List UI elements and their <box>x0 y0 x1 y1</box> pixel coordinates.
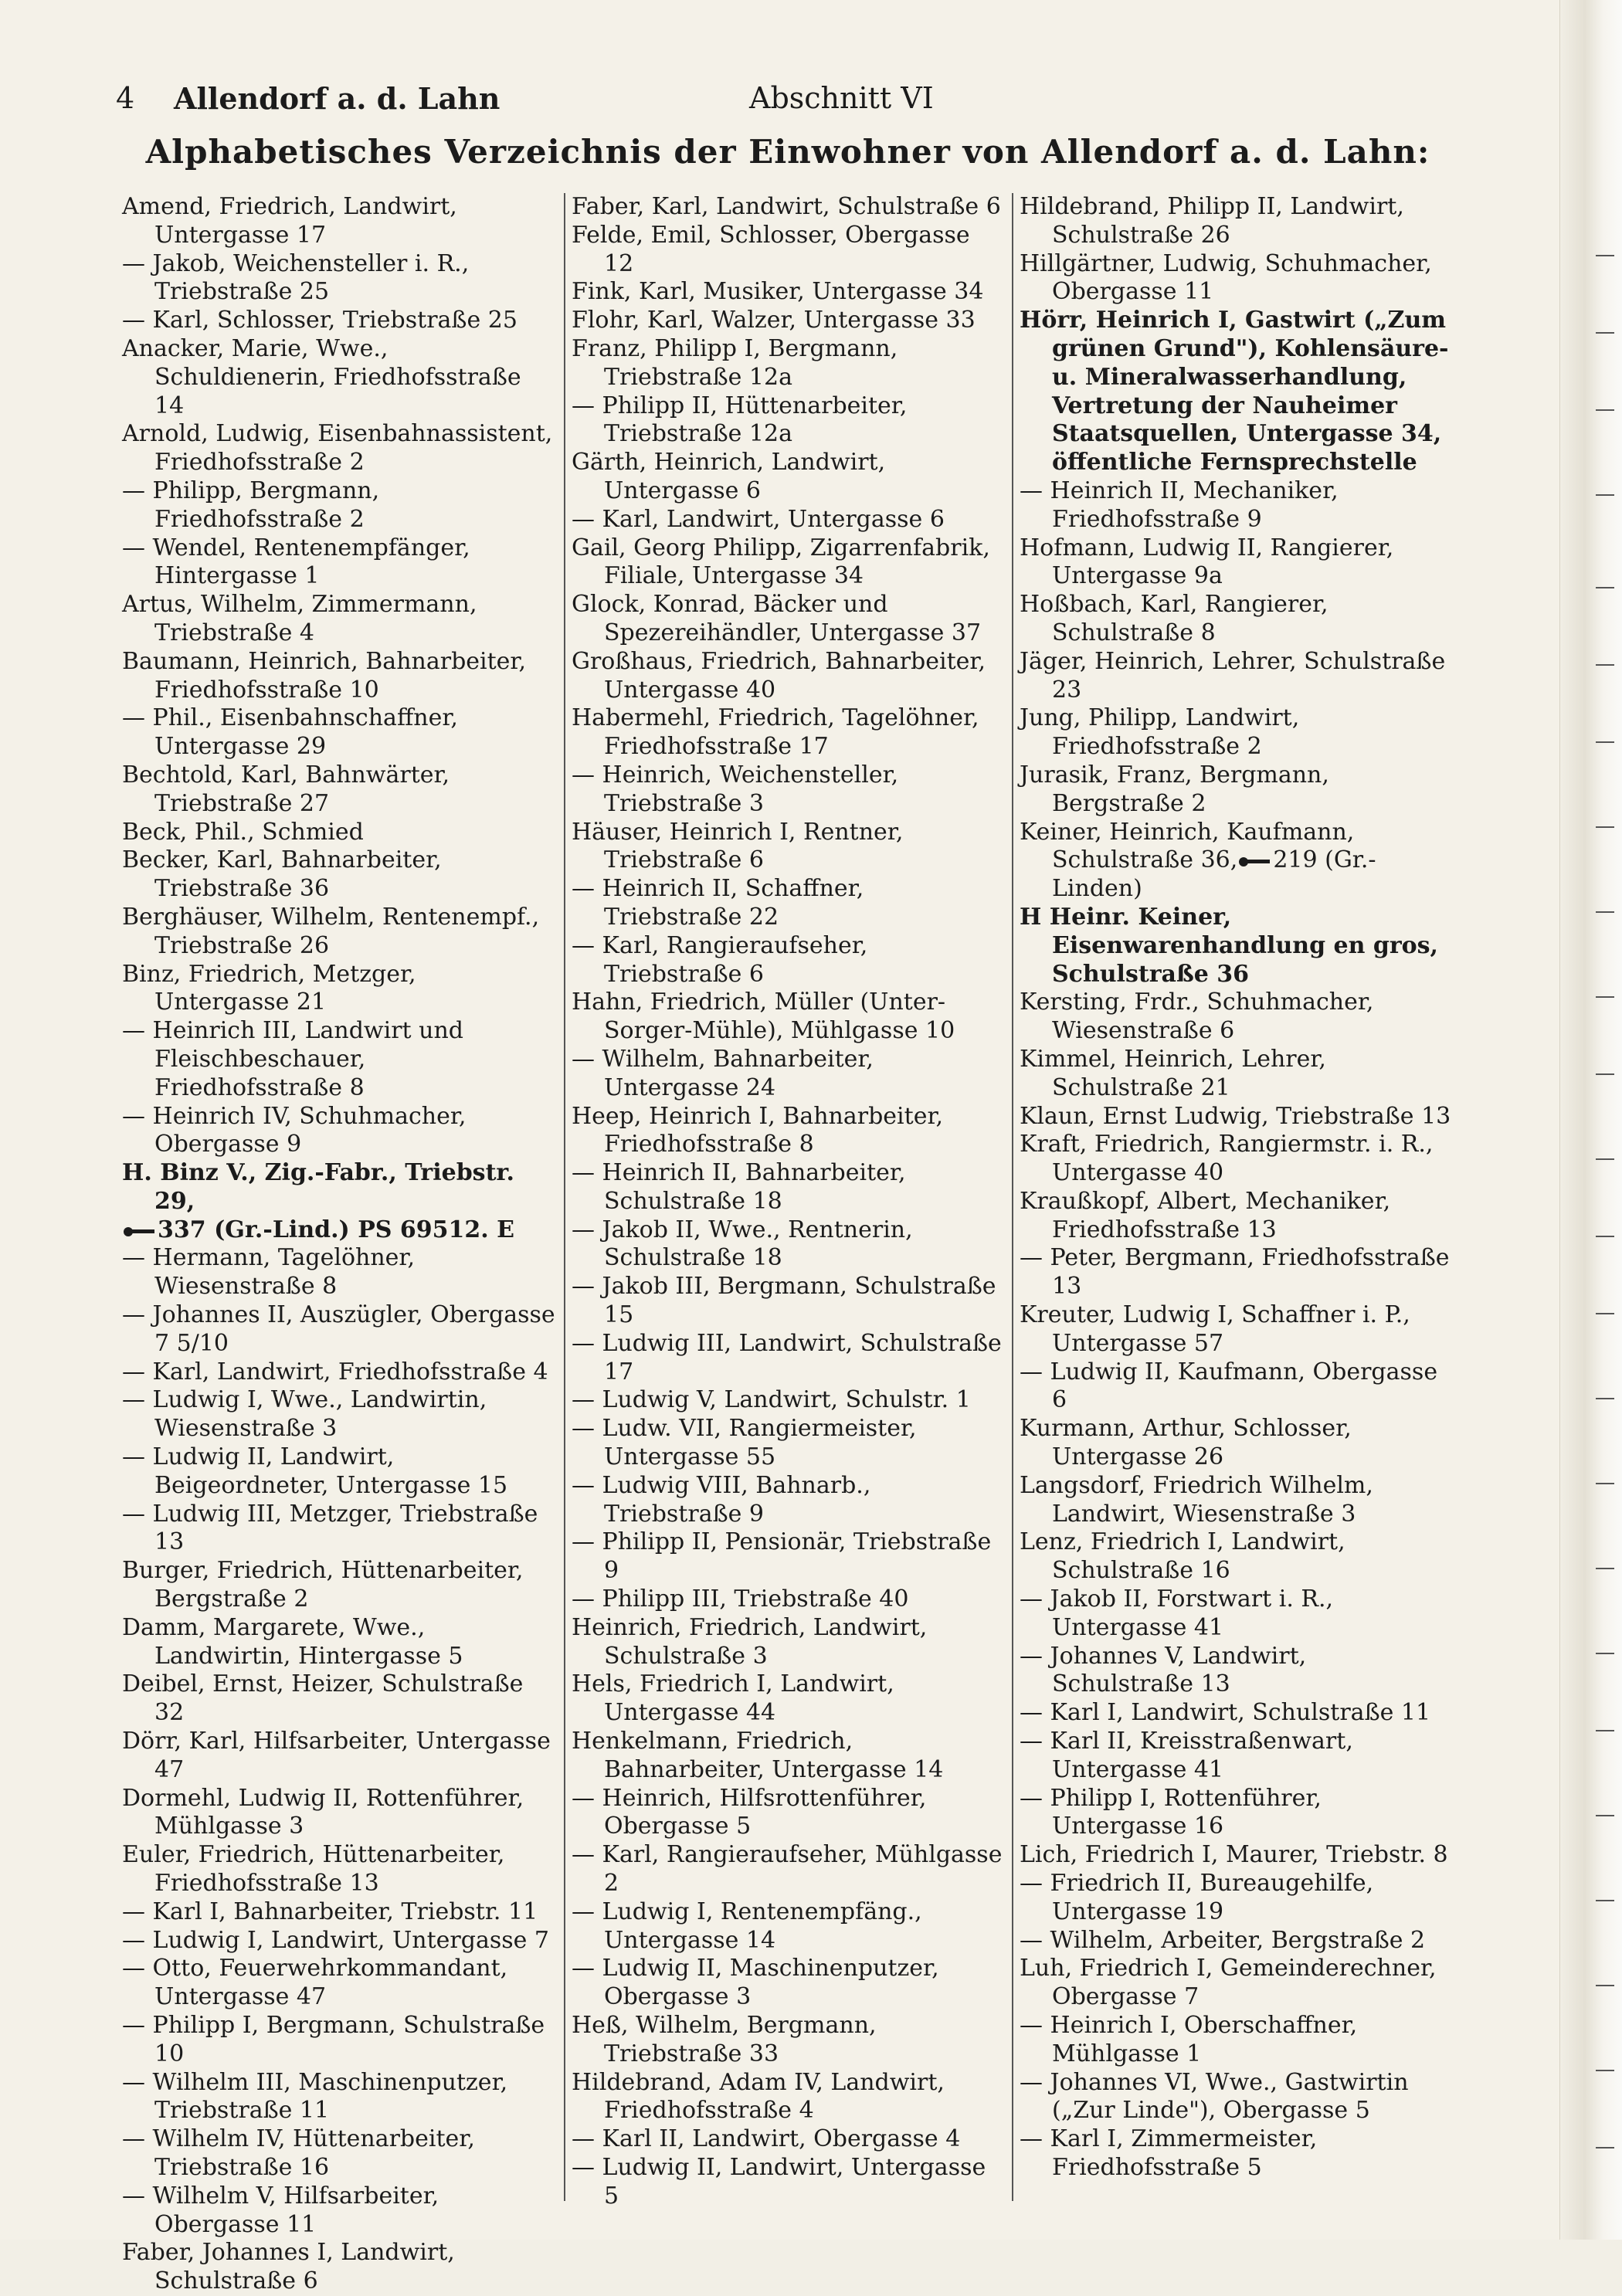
directory-entry <box>1020 2125 1454 2182</box>
entry-text: Faber, Johannes I, Landwirt, Schulstraße 6 <box>122 2239 455 2295</box>
entry-text: — Hermann, Tagelöhner, Wiesenstraße 8 <box>122 1244 415 1301</box>
entry-text: Kersting, Frdr., Schuhmacher, Wiesenstraße 6 <box>1020 989 1374 1045</box>
edge-rule <box>1596 332 1614 334</box>
entry-text: — Karl I, Bahnarbeiter, Triebstr. 11 <box>122 1898 538 1925</box>
directory-entry <box>572 761 1006 819</box>
entry-text: Heinrich, Friedrich, Landwirt, Schulstraße 3 <box>572 1613 928 1670</box>
directory-entry <box>1020 477 1454 534</box>
entry-text: — Johannes II, Auszügler, Obergasse 7 5/10 <box>122 1301 555 1357</box>
directory-entry <box>122 1244 558 1301</box>
directory-entry <box>1020 1415 1454 1472</box>
entry-text: Lenz, Friedrich I, Landwirt, Schulstraße 16 <box>1020 1528 1345 1585</box>
edge-rule <box>1596 1483 1614 1484</box>
entry-text: — Johannes VI, Wwe., Gastwirtin („Zur Linde"), Obergasse 5 <box>1020 2068 1409 2125</box>
entry-text: Luh, Friedrich I, Gemeinderechner, Obergasse 7 <box>1020 1955 1437 2011</box>
directory-entry <box>122 648 558 705</box>
directory-entry <box>572 2012 1006 2069</box>
directory-entry <box>572 1955 1006 2012</box>
adjacent-page-edge <box>1559 0 1622 2240</box>
entry-text: — Peter, Bergmann, Friedhofsstraße 13 <box>1020 1244 1450 1301</box>
entry-text: — Karl, Rangieraufseher, Mühlgasse 2 <box>572 1841 1003 1898</box>
entry-text: — Ludwig II, Maschinenputzer, Obergasse 3 <box>572 1955 939 2011</box>
edge-rule <box>1596 1653 1614 1654</box>
directory-entry <box>122 846 558 904</box>
entry-text: Becker, Karl, Bahnarbeiter, Triebstraße 36 <box>122 846 442 903</box>
entry-text: — Johannes V, Landwirt, Schulstraße 13 <box>1020 1642 1307 1698</box>
directory-entry <box>572 2125 1006 2154</box>
directory-entry <box>122 819 558 847</box>
directory-entry <box>572 1670 1006 1728</box>
directory-entry <box>122 1841 558 1898</box>
directory-entry <box>122 1216 558 1245</box>
entry-text: Kreuter, Ludwig I, Schaffner i. P., Untergasse 57 <box>1020 1301 1410 1357</box>
directory-entry <box>1020 1955 1454 2012</box>
entry-text: Hoßbach, Karl, Rangierer, Schulstraße 8 <box>1020 591 1328 646</box>
edge-rule <box>1596 1398 1614 1399</box>
entry-text: Baumann, Heinrich, Bahnarbeiter, Friedhofsstraße 10 <box>122 647 527 704</box>
entry-text: Hahn, Friedrich, Müller (Unter-Sorger-Mühle), Mühlgasse 10 <box>572 989 955 1045</box>
directory-entry <box>122 250 558 307</box>
directory-entry <box>122 1898 558 1927</box>
directory-entry <box>122 1443 558 1501</box>
entry-text: Hörr, Heinrich I, Gastwirt („Zum grünen Grund"), Kohlensäure- u. Mineralwasserhandlung, Vertretung der Nauheimer Staatsquellen, Untergasse 34, öffentliche Fernsprechstelle <box>1020 307 1449 476</box>
directory-column-1 <box>116 193 564 2295</box>
page-header <box>116 81 1429 127</box>
directory-entry <box>572 1415 1006 1472</box>
entry-text: — Karl I, Landwirt, Schulstraße 11 <box>1020 1699 1431 1727</box>
entry-text: Euler, Friedrich, Hüttenarbeiter, Friedhofsstraße 13 <box>122 1841 505 1898</box>
telephone-icon <box>124 1225 154 1237</box>
directory-entry <box>1020 1699 1454 1728</box>
directory-entry <box>572 989 1006 1046</box>
edge-rule <box>1596 2147 1614 2148</box>
directory-entry <box>572 932 1006 989</box>
directory-entry <box>122 761 558 819</box>
directory-entry <box>122 2069 558 2126</box>
entry-text: — Karl, Landwirt, Untergasse 6 <box>572 505 945 533</box>
directory-entry <box>572 704 1006 761</box>
directory-entry <box>122 1501 558 1558</box>
entry-text: — Heinrich, Weichensteller, Triebstraße 3 <box>572 761 899 817</box>
entry-text: Franz, Philipp I, Bergmann, Triebstraße 12a <box>572 334 898 391</box>
directory-entry <box>122 1927 558 1955</box>
entry-text: — Jakob, Weichensteller i. R., Triebstraße 25 <box>122 249 470 306</box>
directory-entry <box>572 278 1006 307</box>
entry-text: Bechtold, Karl, Bahnwärter, Triebstraße 27 <box>122 761 450 817</box>
directory-entry <box>1020 704 1454 761</box>
entry-phone: 219 (Gr.-Linden) <box>1052 846 1376 903</box>
directory-entry <box>572 335 1006 392</box>
entry-text: Heß, Wilhelm, Bergmann, Triebstraße 33 <box>572 2012 877 2067</box>
entry-text: — Heinrich IV, Schuhmacher, Obergasse 9 <box>122 1102 467 1158</box>
entry-text: Faber, Karl, Landwirt, Schulstraße 6 <box>572 193 1001 220</box>
directory-entry <box>122 534 558 592</box>
directory-column-3 <box>1012 193 1460 2201</box>
page-number: 4 <box>116 81 135 115</box>
directory-entry <box>572 449 1006 506</box>
directory-entry <box>572 193 1006 222</box>
directory-entry <box>1020 1870 1454 1927</box>
entry-text: — Ludwig III, Landwirt, Schulstraße 17 <box>572 1329 1002 1385</box>
edge-rule <box>1596 826 1614 828</box>
entry-text: Berghäuser, Wilhelm, Rentenempf., Triebstraße 26 <box>122 903 540 959</box>
directory-entry <box>1020 2012 1454 2069</box>
directory-entry <box>1020 2069 1454 2126</box>
entry-text: Binz, Friedrich, Metzger, Untergasse 21 <box>122 960 416 1016</box>
directory-entry <box>572 506 1006 534</box>
directory-entry <box>1020 1643 1454 1700</box>
entry-text: — Heinrich II, Mechaniker, Friedhofsstraße 9 <box>1020 476 1339 533</box>
entry-text: — Philipp II, Hüttenarbeiter, Triebstraße 12a <box>572 392 908 448</box>
directory-entry <box>572 648 1006 705</box>
entry-text: 337 (Gr.-Lind.) PS 69512. E <box>158 1216 514 1243</box>
directory-entry <box>122 1785 558 1842</box>
entry-text: Deibel, Ernst, Heizer, Schulstraße 32 <box>122 1670 524 1727</box>
entry-text: Flohr, Karl, Walzer, Untergasse 33 <box>572 307 976 334</box>
directory-entry <box>1020 648 1454 705</box>
entry-text: Klaun, Ernst Ludwig, Triebstraße 13 <box>1020 1102 1451 1130</box>
entry-text: Dörr, Karl, Hilfsarbeiter, Untergasse 47 <box>122 1728 551 1783</box>
entry-text: — Otto, Feuerwehrkommandant, Untergasse 47 <box>122 1955 508 2011</box>
entry-text: — Philipp I, Rottenführer, Untergasse 16 <box>1020 1784 1322 1840</box>
entry-text: Lich, Friedrich I, Maurer, Triebstr. 8 <box>1020 1841 1448 1869</box>
edge-rule <box>1596 664 1614 666</box>
telephone-icon <box>1239 855 1270 867</box>
entry-text: Artus, Wilhelm, Zimmermann, Triebstraße 4 <box>122 591 477 646</box>
entry-text: — Heinrich, Hilfsrottenführer, Obergasse 5 <box>572 1784 927 1840</box>
directory-entry <box>572 534 1006 592</box>
directory-columns <box>116 193 1460 2295</box>
entry-text: — Wilhelm, Bahnarbeiter, Untergasse 24 <box>572 1045 874 1101</box>
directory-entry <box>122 477 558 534</box>
directory-entry <box>1020 1188 1454 1245</box>
directory-column-2 <box>564 193 1012 2210</box>
entry-text: Jung, Philipp, Landwirt, Friedhofsstraße 2 <box>1020 704 1300 761</box>
entry-text: — Ludwig I, Landwirt, Untergasse 7 <box>122 1926 550 1954</box>
entry-text: — Heinrich II, Schaffner, Triebstraße 22 <box>572 875 864 931</box>
entry-text: — Ludwig II, Landwirt, Beigeordneter, Untergasse 15 <box>122 1443 508 1499</box>
directory-entry <box>572 2069 1006 2126</box>
entry-text: — Friedrich II, Bureaugehilfe, Untergasse 19 <box>1020 1870 1374 1925</box>
directory-entry <box>1020 1728 1454 1785</box>
directory-entry <box>122 704 558 761</box>
entry-text: — Ludwig III, Metzger, Triebstraße 13 <box>122 1500 538 1556</box>
entry-text: — Ludwig II, Kaufmann, Obergasse 6 <box>1020 1358 1438 1414</box>
directory-entry <box>1020 193 1454 250</box>
directory-entry <box>572 1841 1006 1898</box>
entry-text: Burger, Friedrich, Hüttenarbeiter, Bergstraße 2 <box>122 1557 524 1613</box>
entry-text: — Karl, Landwirt, Friedhofsstraße 4 <box>122 1358 548 1385</box>
directory-entry <box>1020 904 1454 989</box>
directory-entry <box>122 961 558 1018</box>
entry-text: — Jakob III, Bergmann, Schulstraße 15 <box>572 1273 996 1329</box>
directory-entry <box>1020 1358 1454 1416</box>
entry-text: — Philipp I, Bergmann, Schulstraße 10 <box>122 2012 545 2067</box>
directory-entry <box>572 1386 1006 1415</box>
directory-entry <box>572 2154 1006 2211</box>
edge-rule <box>1596 1073 1614 1075</box>
directory-entry <box>122 904 558 961</box>
directory-entry <box>572 1785 1006 1842</box>
entry-text: — Philipp III, Triebstraße 40 <box>572 1585 909 1613</box>
entry-text: Gail, Georg Philipp, Zigarrenfabrik, Filiale, Untergasse 34 <box>572 534 990 590</box>
directory-entry <box>572 875 1006 932</box>
directory-entry <box>122 1670 558 1728</box>
edge-rule <box>1596 1730 1614 1731</box>
entry-text: Langsdorf, Friedrich Wilhelm, Landwirt, Wiesenstraße 3 <box>1020 1471 1373 1528</box>
edge-rule <box>1596 741 1614 743</box>
directory-entry <box>572 1585 1006 1614</box>
directory-entry <box>122 420 558 477</box>
entry-text: — Ludwig I, Rentenempfäng., Untergasse 14 <box>572 1898 922 1954</box>
entry-text: Hildebrand, Adam IV, Landwirt, Friedhofsstraße 4 <box>572 2068 945 2125</box>
header-section: Abschnitt VI <box>749 81 934 115</box>
entry-text: Beck, Phil., Schmied <box>122 818 364 846</box>
directory-entry <box>1020 1472 1454 1529</box>
directory-entry <box>122 1017 558 1102</box>
directory-entry <box>572 222 1006 279</box>
entry-text: Heep, Heinrich I, Bahnarbeiter, Friedhofsstraße 8 <box>572 1102 944 1158</box>
entry-text: Arnold, Ludwig, Eisenbahnassistent, Friedhofsstraße 2 <box>122 420 553 476</box>
directory-entry <box>1020 1585 1454 1643</box>
entry-text: Dormehl, Ludwig II, Rottenführer, Mühlgasse 3 <box>122 1784 524 1840</box>
entry-text: Hillgärtner, Ludwig, Schuhmacher, Obergasse 11 <box>1020 249 1432 306</box>
entry-text: Jäger, Heinrich, Lehrer, Schulstraße 23 <box>1020 647 1446 704</box>
edge-rule <box>1596 1985 1614 1986</box>
entry-text: Kurmann, Arthur, Schlosser, Untergasse 26 <box>1020 1415 1352 1471</box>
entry-text: — Jakob II, Forstwart i. R., Untergasse 41 <box>1020 1585 1334 1641</box>
entry-text: — Karl I, Zimmermeister, Friedhofsstraße 5 <box>1020 2125 1318 2181</box>
entry-text: — Karl II, Kreisstraßenwart, Untergasse 41 <box>1020 1728 1353 1783</box>
header-place: Allendorf a. d. Lahn <box>174 81 501 116</box>
entry-text: Keiner, Heinrich, Kaufmann, Schulstraße 36, <box>1020 818 1355 874</box>
directory-entry <box>122 2012 558 2069</box>
directory-entry <box>122 1358 558 1387</box>
directory-entry <box>572 1472 1006 1529</box>
entry-text: — Wilhelm IV, Hüttenarbeiter, Triebstraße 16 <box>122 2125 475 2181</box>
directory-entry <box>572 1728 1006 1785</box>
entry-text: — Ludwig II, Landwirt, Untergasse 5 <box>572 2153 986 2210</box>
entry-text: — Heinrich I, Oberschaffner, Mühlgasse 1 <box>1020 2012 1358 2067</box>
entry-text: Fink, Karl, Musiker, Untergasse 34 <box>572 278 984 306</box>
edge-rule <box>1596 911 1614 913</box>
directory-entry <box>1020 1927 1454 1955</box>
directory-entry <box>122 1614 558 1671</box>
directory-entry <box>1020 1785 1454 1842</box>
entry-text: — Wilhelm III, Maschinenputzer, Triebstraße 11 <box>122 2068 508 2125</box>
edge-rule <box>1596 996 1614 998</box>
entry-text: Jurasik, Franz, Bergmann, Bergstraße 2 <box>1020 761 1329 817</box>
directory-entry <box>572 307 1006 335</box>
directory-entry <box>572 1159 1006 1216</box>
directory-entry <box>1020 1131 1454 1188</box>
directory-entry <box>122 2125 558 2182</box>
entry-text: H. Binz V., Zig.-Fabr., Triebstr. 29, <box>122 1159 514 1215</box>
directory-entry <box>1020 250 1454 307</box>
entry-text: — Wendel, Rentenempfänger, Hintergasse 1 <box>122 534 470 590</box>
directory-entry <box>572 1330 1006 1387</box>
directory-entry <box>122 193 558 250</box>
edge-rule <box>1596 1815 1614 1816</box>
directory-entry <box>1020 307 1454 477</box>
directory-entry <box>122 2239 558 2296</box>
entry-text: Damm, Margarete, Wwe., Landwirtin, Hintergasse 5 <box>122 1613 463 1670</box>
entry-text: — Wilhelm V, Hilfsarbeiter, Obergasse 11 <box>122 2182 439 2238</box>
entry-text: Großhaus, Friedrich, Bahnarbeiter, Untergasse 40 <box>572 647 986 704</box>
directory-entry <box>1020 1301 1454 1358</box>
directory-entry <box>1020 1841 1454 1870</box>
edge-rule <box>1596 1236 1614 1237</box>
entry-text: — Heinrich II, Bahnarbeiter, Schulstraße 18 <box>572 1159 906 1215</box>
directory-entry <box>572 591 1006 648</box>
entry-text: Hildebrand, Philipp II, Landwirt, Schulstraße 26 <box>1020 193 1404 249</box>
entry-text: — Philipp II, Pensionär, Triebstraße 9 <box>572 1528 992 1585</box>
directory-entry <box>122 1955 558 2012</box>
entry-text: Gärth, Heinrich, Landwirt, Untergasse 6 <box>572 449 886 504</box>
directory-entry <box>122 307 558 335</box>
entry-text: — Karl II, Landwirt, Obergasse 4 <box>572 2125 961 2153</box>
entry-text: Hofmann, Ludwig II, Rangierer, Untergasse 9a <box>1020 534 1394 590</box>
directory-entry <box>122 335 558 420</box>
directory-entry <box>122 591 558 648</box>
directory-entry <box>122 1159 558 1216</box>
entry-text: Anacker, Marie, Wwe., Schuldienerin, Friedhofsstraße 14 <box>122 334 521 419</box>
directory-entry <box>572 392 1006 449</box>
edge-rule <box>1596 1900 1614 1901</box>
directory-entry <box>122 1103 558 1160</box>
entry-text: — Karl, Rangieraufseher, Triebstraße 6 <box>572 931 868 988</box>
edge-rule <box>1596 587 1614 588</box>
directory-entry <box>572 819 1006 876</box>
directory-entry <box>572 1103 1006 1160</box>
entry-text: Felde, Emil, Schlosser, Obergasse 12 <box>572 221 970 277</box>
directory-entry <box>122 1301 558 1358</box>
directory-entry <box>572 1046 1006 1103</box>
entry-text: Kraft, Friedrich, Rangiermstr. i. R., Untergasse 40 <box>1020 1131 1434 1187</box>
directory-entry <box>572 1528 1006 1585</box>
edge-rule <box>1596 1313 1614 1314</box>
entry-text: Hels, Friedrich I, Landwirt, Untergasse 44 <box>572 1670 894 1727</box>
directory-entry <box>572 1273 1006 1330</box>
directory-entry <box>572 1898 1006 1955</box>
entry-text: Glock, Konrad, Bäcker und Spezereihändler, Untergasse 37 <box>572 591 982 646</box>
directory-entry <box>1020 761 1454 819</box>
entry-text: Amend, Friedrich, Landwirt, Untergasse 17 <box>122 193 457 249</box>
edge-rule <box>1596 1158 1614 1160</box>
entry-text: — Ludw. VII, Rangiermeister, Untergasse 55 <box>572 1415 917 1471</box>
directory-entry <box>1020 989 1454 1046</box>
entry-text: — Karl, Schlosser, Triebstraße 25 <box>122 307 517 334</box>
directory-entry <box>1020 1046 1454 1103</box>
directory-entry <box>122 1728 558 1785</box>
entry-text: — Phil., Eisenbahnschaffner, Untergasse 29 <box>122 704 458 761</box>
directory-entry <box>122 2182 558 2240</box>
directory-entry <box>572 1614 1006 1671</box>
page-title: Alphabetisches Verzeichnis der Einwohner von Allendorf a. d. Lahn: <box>145 133 1430 171</box>
directory-entry <box>1020 1528 1454 1585</box>
entry-text: — Ludwig V, Landwirt, Schulstr. 1 <box>572 1386 971 1414</box>
directory-entry <box>1020 591 1454 648</box>
edge-rule <box>1596 409 1614 411</box>
directory-entry <box>1020 1103 1454 1131</box>
directory-entry <box>122 1386 558 1443</box>
edge-rule <box>1596 1568 1614 1569</box>
directory-entry <box>1020 819 1454 904</box>
entry-text: Henkelmann, Friedrich, Bahnarbeiter, Untergasse 14 <box>572 1728 944 1783</box>
entry-text: Kraußkopf, Albert, Mechaniker, Friedhofsstraße 13 <box>1020 1187 1391 1243</box>
directory-entry <box>1020 534 1454 592</box>
entry-text: — Heinrich III, Landwirt und Fleischbeschauer, Friedhofsstraße 8 <box>122 1017 463 1101</box>
edge-rule <box>1596 2070 1614 2071</box>
entry-text: — Jakob II, Wwe., Rentnerin, Schulstraße 18 <box>572 1216 913 1272</box>
entry-text: Habermehl, Friedrich, Tagelöhner, Friedhofsstraße 17 <box>572 704 979 761</box>
entry-text: — Ludwig I, Wwe., Landwirtin, Wiesenstraße 3 <box>122 1386 487 1443</box>
entry-text: — Ludwig VIII, Bahnarb., Triebstraße 9 <box>572 1471 871 1528</box>
edge-rule <box>1596 255 1614 256</box>
edge-rule <box>1596 494 1614 496</box>
entry-text: — Wilhelm, Arbeiter, Bergstraße 2 <box>1020 1926 1426 1954</box>
entry-text: H Heinr. Keiner, Eisenwarenhandlung en gros, Schulstraße 36 <box>1020 903 1438 988</box>
entry-text: — Philipp, Bergmann, Friedhofsstraße 2 <box>122 476 380 533</box>
entry-text: Kimmel, Heinrich, Lehrer, Schulstraße 21 <box>1020 1045 1326 1101</box>
directory-entry <box>1020 1244 1454 1301</box>
entry-text: Häuser, Heinrich I, Rentner, Triebstraße 6 <box>572 818 904 874</box>
directory-entry <box>122 1557 558 1614</box>
directory-entry <box>572 1216 1006 1273</box>
